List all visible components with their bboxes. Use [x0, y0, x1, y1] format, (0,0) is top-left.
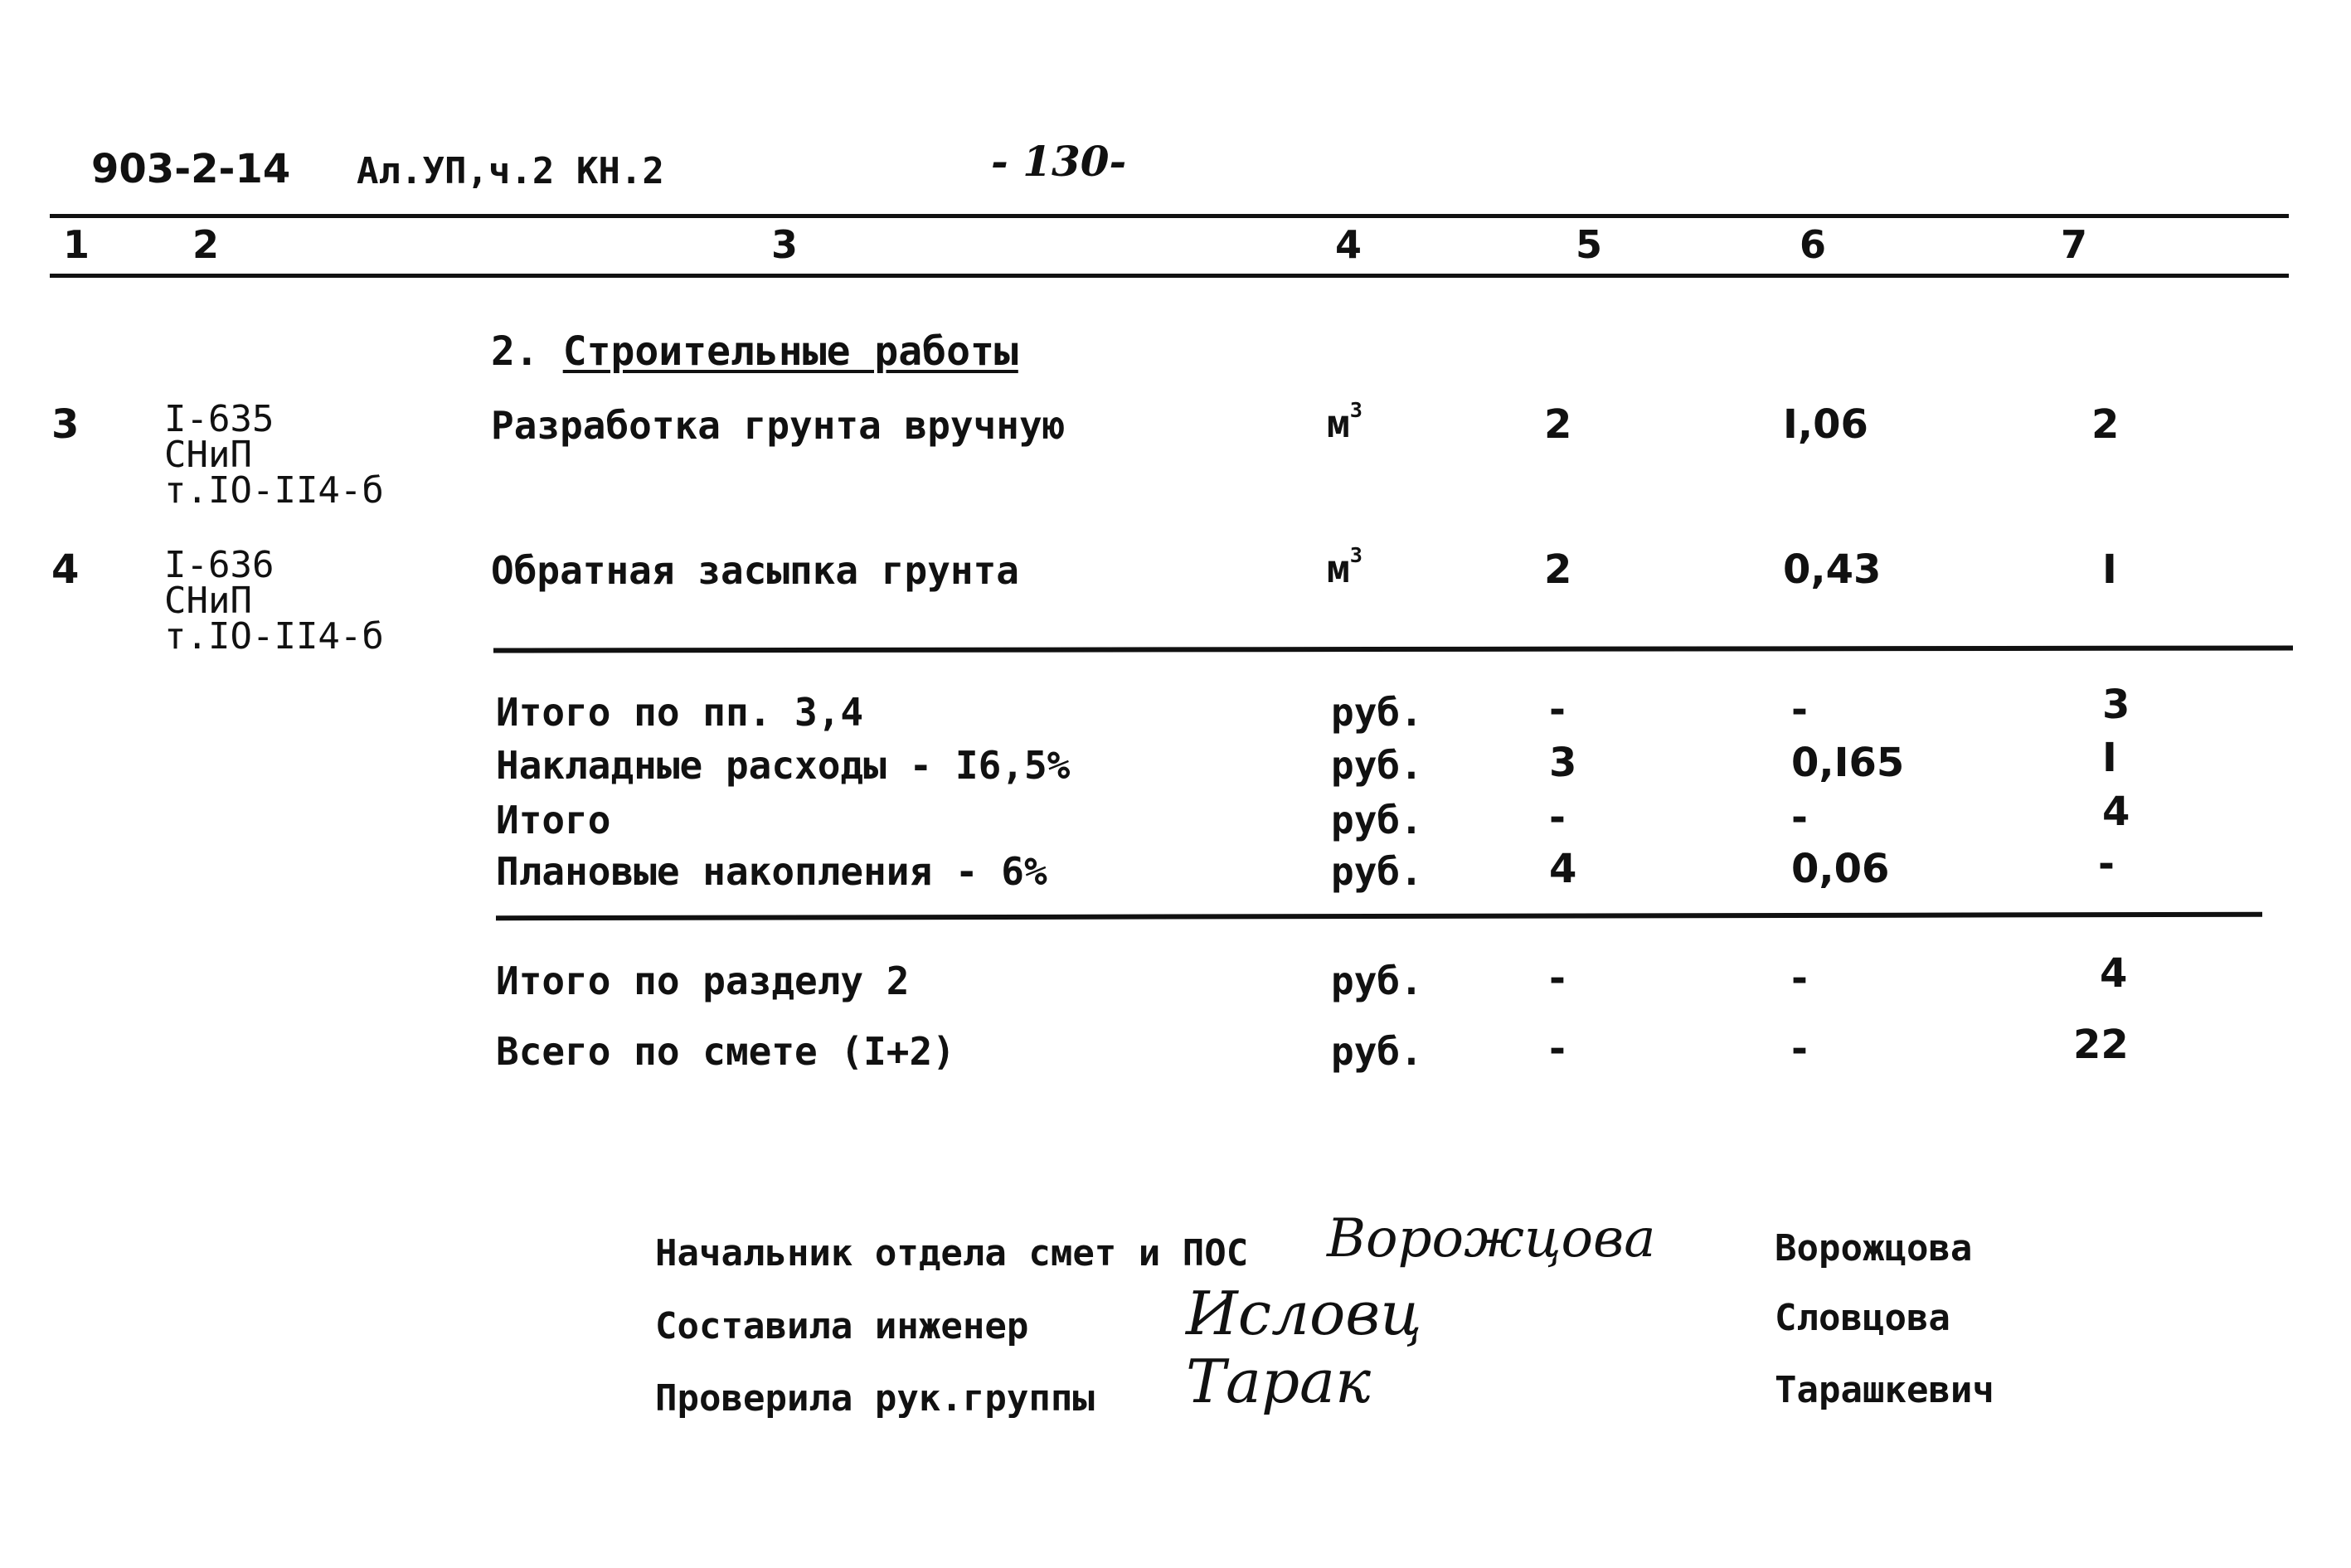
summary-row-total: 4 [2102, 789, 2130, 835]
column-number-7: 7 [2061, 222, 2088, 267]
column-number-1: 1 [63, 222, 90, 267]
row-total: 2 [2091, 401, 2120, 448]
summary-row-quantity: 3 [1549, 740, 1577, 786]
summary-row-unit: руб. [1331, 849, 1423, 894]
totals-row-unit: руб. [1331, 959, 1423, 1003]
signatory-name: Ворожцова [1775, 1227, 1973, 1269]
totals-row-unit: руб. [1331, 1029, 1423, 1074]
row-price: 0,43 [1783, 546, 1882, 593]
totals-row-quantity: - [1549, 955, 1566, 1002]
summary-row-price: 0,06 [1791, 846, 1890, 892]
summary-row-name: Итого по пп. 3,4 [496, 690, 864, 735]
row-code-line: т.IO-II4-б [164, 469, 384, 512]
column-number-3: 3 [771, 222, 799, 267]
row-quantity: 2 [1544, 546, 1572, 593]
row-unit [1327, 398, 1363, 446]
section-title-number: 2. [491, 328, 539, 375]
summary-divider [493, 645, 2293, 653]
row-name: Разработка грунта вручную [491, 403, 1066, 448]
summary-row-quantity: 4 [1549, 846, 1577, 892]
totals-divider [496, 912, 2262, 920]
row-code-line: I-636 [164, 544, 274, 586]
totals-row-total: 4 [2100, 950, 2128, 997]
summary-row-price: - [1791, 687, 1808, 733]
summary-row-name: Плановые накопления - 6% [496, 849, 1047, 894]
doc-number: 903-2-14 [91, 146, 291, 192]
signatory-name: Словцова [1775, 1297, 1950, 1339]
handwritten-signature: Исловц [1186, 1279, 1422, 1348]
signature-role: Проверила рук.группы [655, 1377, 1095, 1420]
totals-row-price: - [1791, 955, 1808, 1002]
totals-row-quantity: - [1549, 1026, 1566, 1072]
album-reference: Ал.УП,ч.2 КН.2 [357, 150, 664, 192]
row-code [164, 398, 384, 512]
row-code [164, 544, 384, 658]
summary-row-total: I [2102, 735, 2117, 781]
row-number: 4 [51, 546, 80, 593]
summary-row-price: - [1791, 794, 1808, 841]
summary-row-name: Накладные расходы - I6,5% [496, 743, 1071, 788]
summary-row-total: - [2098, 841, 2115, 887]
section-title-text: Строительные работы [562, 328, 1018, 375]
summary-row-unit: руб. [1331, 743, 1423, 788]
section-title [491, 328, 1018, 375]
page-number: - 130- [991, 137, 1127, 186]
column-number-4: 4 [1335, 222, 1363, 267]
column-number-5: 5 [1576, 222, 1603, 267]
summary-row-total: 3 [2102, 682, 2130, 728]
row-price: I,06 [1783, 401, 1868, 448]
signature-role: Составила инженер [655, 1305, 1029, 1347]
row-number: 3 [51, 401, 80, 448]
summary-row-quantity: - [1549, 794, 1566, 841]
header-bottom-rule [50, 274, 2289, 278]
row-unit-superscript: 3 [1349, 543, 1363, 567]
column-number-2: 2 [192, 222, 220, 267]
row-code-line: СНиП [164, 434, 252, 477]
row-code-line: СНиП [164, 580, 252, 623]
row-unit-text: м [1327, 546, 1350, 591]
row-unit-text: м [1327, 401, 1350, 446]
row-code-line: т.IO-II4-б [164, 615, 384, 658]
header-top-rule [50, 214, 2289, 218]
handwritten-signature: Ворожцова [1327, 1208, 1656, 1269]
row-name: Обратная засыпка грунта [491, 548, 1019, 593]
summary-row-unit: руб. [1331, 798, 1423, 842]
signatory-name: Тарашкевич [1775, 1369, 1994, 1411]
totals-row-total: 22 [2073, 1022, 2129, 1068]
totals-row-price: - [1791, 1026, 1808, 1072]
row-unit [1327, 543, 1363, 591]
row-quantity: 2 [1544, 401, 1572, 448]
totals-row-name: Всего по смете (I+2) [496, 1029, 955, 1074]
row-unit-superscript: 3 [1349, 398, 1363, 422]
row-total: I [2102, 546, 2117, 593]
summary-row-name: Итого [496, 798, 611, 842]
totals-row-name: Итого по разделу 2 [496, 959, 910, 1003]
summary-row-quantity: - [1549, 687, 1566, 733]
summary-row-price: 0,I65 [1791, 740, 1905, 786]
summary-row-unit: руб. [1331, 690, 1423, 735]
column-number-6: 6 [1800, 222, 1827, 267]
signature-role: Начальник отдела смет и ПОС [655, 1232, 1249, 1274]
row-code-line: I-635 [164, 398, 274, 440]
handwritten-signature: Тарак [1186, 1347, 1371, 1416]
